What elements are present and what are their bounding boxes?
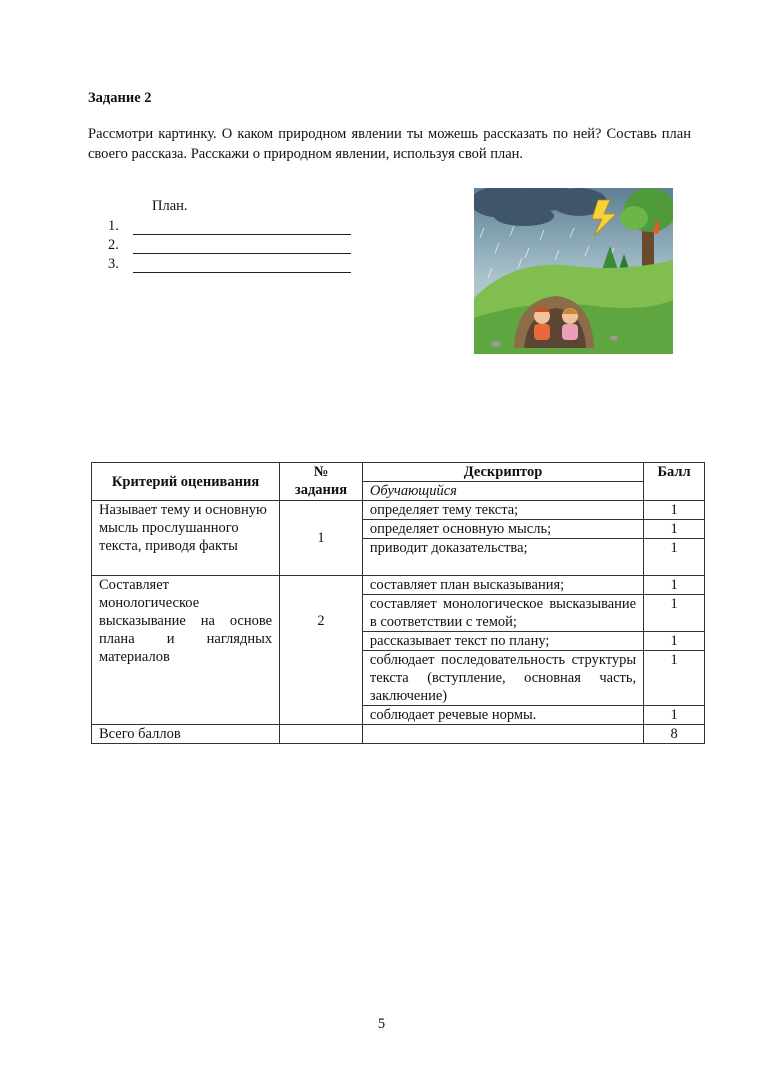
task-number-header: № задания [280, 463, 363, 501]
plan-heading: План. [152, 198, 188, 214]
plan-block [108, 196, 351, 273]
descriptor-cell: определяет тему текста; [362, 501, 643, 520]
descriptor-cell: соблюдает речевые нормы. [362, 706, 643, 725]
plan-item [108, 235, 351, 254]
task-title: Задание 2 [88, 90, 152, 106]
score-cell: 1 [644, 706, 705, 725]
assessment-rubric-table [91, 462, 705, 744]
descriptor-cell: составляет план высказывания; [362, 576, 643, 595]
plan-item [108, 216, 351, 235]
plan-item-number: 2. [108, 237, 119, 253]
thunderstorm-illustration [474, 188, 673, 354]
plan-item-number: 3. [108, 256, 119, 272]
learner-subheader: Обучающийся [362, 482, 643, 501]
descriptor-header: Дескриптор [362, 463, 643, 482]
descriptor-cell: составляет монологическое высказывание в соответствии с темой; [362, 595, 643, 632]
page-number: 5 [377, 1016, 386, 1032]
score-cell: 1 [644, 632, 705, 651]
task-instructions: Рассмотри картинку. О каком природном явлении ты можешь рассказать по ней? Составь план своего рассказа. Расскажи о природном явлении, используя свой план. [88, 126, 691, 162]
plan-answer-line [133, 240, 351, 254]
total-empty-cell [280, 725, 363, 744]
criterion-cell: Составляет монологическое высказывание на основе плана и наглядных материалов [92, 576, 280, 725]
plan-answer-line [133, 221, 351, 235]
score-cell: 1 [644, 501, 705, 520]
descriptor-cell: рассказывает текст по плану; [362, 632, 643, 651]
score-cell: 1 [644, 595, 705, 632]
score-header: Балл [644, 463, 705, 501]
plan-answer-line [133, 259, 351, 273]
criterion-cell: Называет тему и основную мысль прослушанного текста, приводя факты [92, 501, 280, 576]
total-score: 8 [644, 725, 705, 744]
descriptor-cell: определяет основную мысль; [362, 520, 643, 539]
criterion-header: Критерий оценивания [92, 463, 280, 501]
descriptor-cell: приводит доказательства; [362, 539, 643, 576]
total-label: Всего баллов [92, 725, 280, 744]
score-cell: 1 [644, 576, 705, 595]
score-cell: 1 [644, 520, 705, 539]
task-number-cell: 2 [280, 576, 363, 725]
score-cell: 1 [644, 539, 705, 576]
plan-item [108, 254, 351, 273]
total-empty-cell [362, 725, 643, 744]
task-number-cell: 1 [280, 501, 363, 576]
score-cell: 1 [644, 651, 705, 706]
descriptor-cell: соблюдает последовательность структуры текста (вступление, основная часть, заключение) [362, 651, 643, 706]
plan-item-number: 1. [108, 218, 119, 234]
